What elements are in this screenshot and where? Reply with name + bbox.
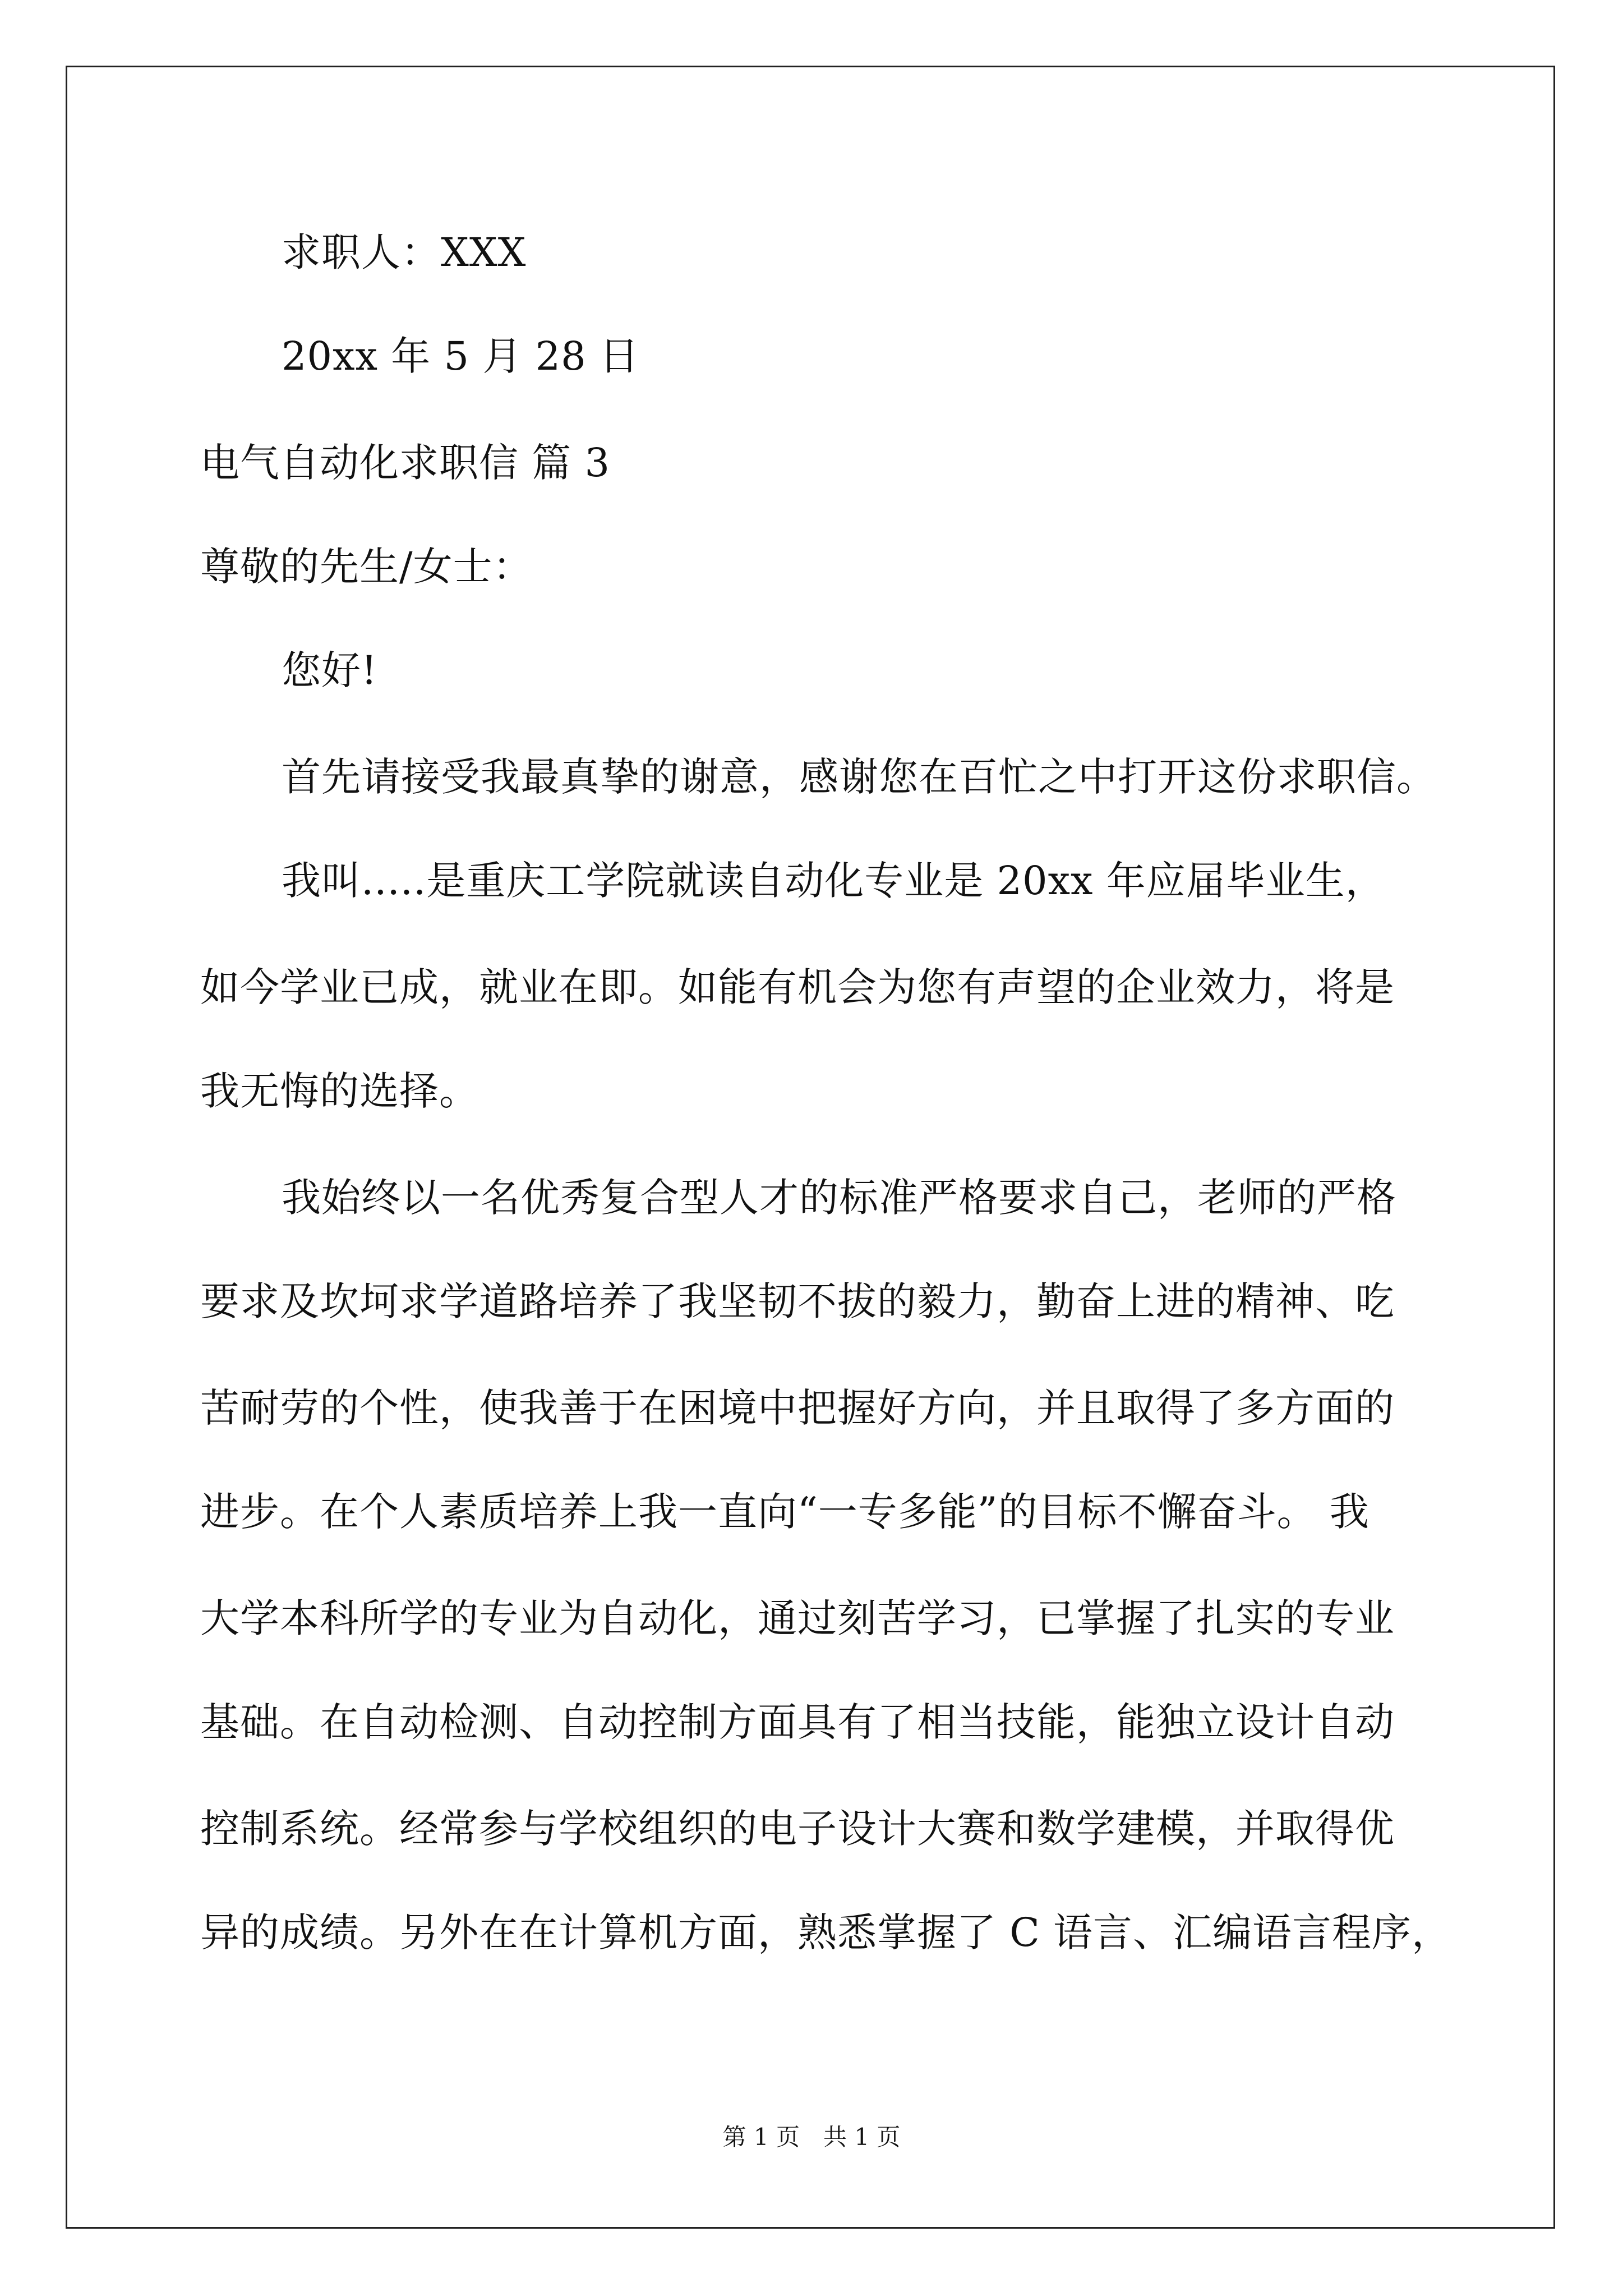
date-line: 20xx 年 5 月 28 日 <box>282 333 639 379</box>
greeting: 您好! <box>282 647 378 693</box>
paragraph-line: 我无悔的选择。 <box>200 1068 479 1114</box>
paragraph-line: 我叫.....是重庆工学院就读自动化专业是 20xx 年应届毕业生， <box>282 858 1385 904</box>
paragraph-line: 进步。在个人素质培养上我一直向“一专多能”的目标不懈奋斗。 我 <box>200 1489 1370 1535</box>
paragraph-line: 异的成绩。另外在在计算机方面，熟悉掌握了 C 语言、汇编语言程序， <box>200 1910 1452 1955</box>
page-border <box>66 66 1555 2229</box>
paragraph-line: 大学本科所学的专业为自动化，通过刻苦学习，已掌握了扎实的专业 <box>200 1595 1395 1641</box>
section-title: 电气自动化求职信 篇 3 <box>200 440 611 486</box>
paragraph-line: 要求及坎坷求学道路培养了我坚韧不拔的毅力，勤奋上进的精神、吃 <box>200 1278 1395 1324</box>
paragraph-line: 我始终以一名优秀复合型人才的标准严格要求自己，老师的严格 <box>282 1175 1396 1221</box>
paragraph-line: 苦耐劳的个性，使我善于在困境中把握好方向，并且取得了多方面的 <box>200 1385 1395 1431</box>
paragraph-line: 控制系统。经常参与学校组织的电子设计大赛和数学建模，并取得优 <box>200 1806 1395 1852</box>
paragraph-line: 首先请接受我最真挚的谢意，感谢您在百忙之中打开这份求职信。 <box>282 754 1436 800</box>
paragraph-line: 如今学业已成，就业在即。如能有机会为您有声望的企业效力，将是 <box>200 964 1395 1010</box>
paragraph-line: 基础。在自动检测、自动控制方面具有了相当技能，能独立设计自动 <box>200 1699 1395 1745</box>
salutation: 尊敬的先生/女士： <box>200 544 533 590</box>
applicant-line: 求职人：XXX <box>282 229 527 275</box>
page-footer: 第 1 页 共 1 页 <box>722 2123 901 2151</box>
